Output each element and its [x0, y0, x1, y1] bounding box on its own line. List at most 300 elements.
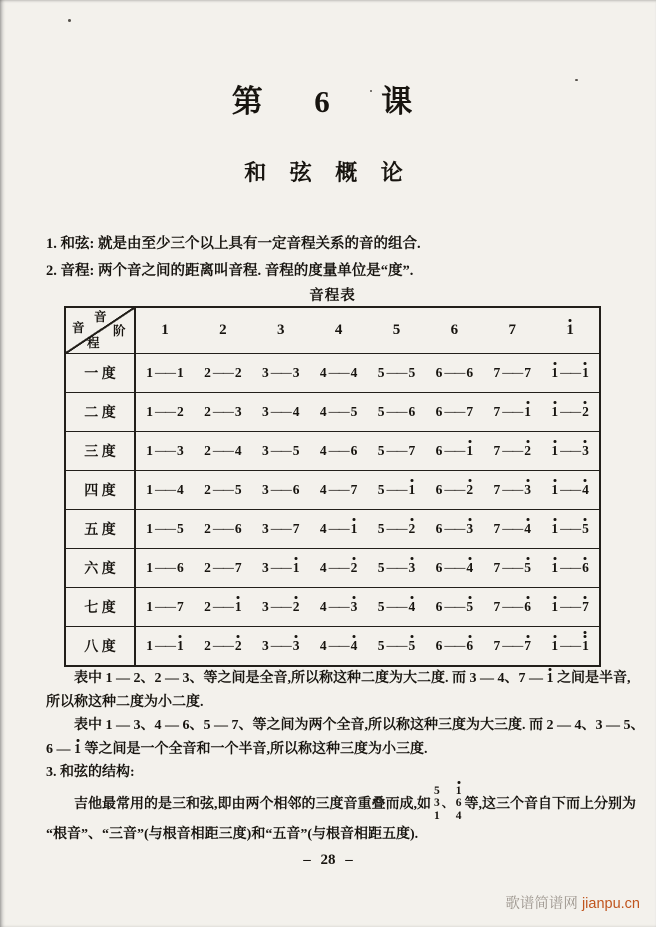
interval-cell	[194, 599, 252, 615]
interval-dash: ——	[560, 639, 581, 652]
interval-table	[64, 306, 601, 667]
column-header	[483, 322, 541, 339]
jianpu-note: 1	[566, 323, 574, 339]
jianpu-note: 6	[350, 443, 358, 458]
row-cells	[136, 627, 599, 665]
interval-cell	[368, 365, 426, 381]
jianpu-note: 3	[466, 522, 473, 536]
jianpu-note: 6	[435, 560, 443, 575]
jianpu-note: 4	[334, 322, 343, 338]
interval-cell	[310, 404, 368, 420]
jianpu-note: 6	[455, 797, 462, 809]
jianpu-note: 5	[377, 560, 385, 575]
definition-line: 2. 音程: 两个音之间的距离叫音程. 音程的度量单位是“度”.	[46, 263, 414, 279]
jianpu-note: 3	[261, 560, 269, 575]
paragraph-major-third	[46, 714, 645, 761]
jianpu-note: 7	[466, 404, 474, 419]
interval-cell	[136, 443, 194, 459]
jianpu-note: 1	[146, 521, 153, 536]
jianpu-note: 2	[204, 404, 211, 419]
row-label: 八 度	[66, 627, 136, 665]
interval-dash: ——	[328, 444, 349, 457]
interval-dash: ——	[328, 366, 349, 379]
octave-dot	[526, 596, 529, 599]
row-label: 二 度	[66, 393, 136, 431]
jianpu-note: 4	[319, 521, 327, 536]
jianpu-note: 6	[524, 600, 531, 614]
jianpu-note: 1	[434, 809, 440, 822]
jianpu-note: 5	[377, 404, 385, 419]
interval-cell	[252, 365, 310, 381]
table-corner-cell: 音 阶 音 程	[66, 308, 136, 353]
jianpu-note: 3	[524, 483, 531, 497]
jianpu-note: 4	[234, 443, 242, 458]
jianpu-note: 3	[261, 521, 269, 536]
octave-dot	[410, 596, 413, 599]
octave-dot	[584, 362, 587, 365]
table-header-row	[66, 308, 599, 354]
interval-cell	[483, 560, 541, 576]
watermark-site-url: jianpu.cn	[581, 896, 640, 912]
column-header	[194, 322, 252, 339]
interval-cell	[252, 443, 310, 459]
interval-cell	[136, 560, 194, 576]
jianpu-note: 2	[234, 365, 242, 380]
interval-cell	[136, 404, 194, 420]
jianpu-note: 1	[466, 444, 473, 458]
column-header	[368, 322, 426, 339]
interval-dash: ——	[212, 444, 233, 457]
interval-dash: ——	[386, 405, 407, 418]
jianpu-note: 7	[493, 560, 501, 575]
jianpu-note: 1	[551, 366, 558, 380]
interval-dash: ——	[154, 483, 175, 496]
jianpu-note: 3	[176, 443, 184, 458]
jianpu-note: 5	[377, 599, 385, 614]
interval-cell	[541, 443, 599, 459]
interval-cell	[136, 521, 194, 537]
jianpu-note: 1	[456, 785, 462, 797]
table-row	[66, 588, 599, 627]
column-header	[425, 322, 483, 339]
jianpu-note: 6	[435, 521, 443, 536]
jianpu-note: 6	[466, 365, 474, 380]
column-header	[136, 322, 194, 339]
octave-dot	[553, 557, 556, 560]
jianpu-note: 3	[234, 404, 242, 419]
interval-cell	[425, 365, 483, 381]
stack-separator: 、	[441, 795, 454, 810]
octave-dot	[76, 739, 79, 742]
table-row	[66, 627, 599, 665]
octave-dot	[295, 557, 298, 560]
interval-dash: ——	[270, 522, 291, 535]
paragraph-triad-line1: 吉他最常用的是三和弦,即由两个相邻的三度音重叠而成,如 5 3 1 、 1 6 4 等,这三个音自下而上分别为	[46, 786, 638, 824]
interval-dash: ——	[502, 405, 523, 418]
table-row	[66, 393, 599, 432]
interval-cell	[483, 482, 541, 498]
interval-dash: ——	[560, 522, 581, 535]
octave-dot	[553, 635, 556, 638]
interval-cell	[310, 638, 368, 654]
jianpu-note: 2	[176, 404, 184, 419]
table-row	[66, 549, 599, 588]
octave-dot	[237, 596, 240, 599]
jianpu-note: 5	[292, 443, 300, 458]
interval-cell	[194, 482, 252, 498]
interval-dash: ——	[212, 600, 233, 613]
interval-dash: ——	[560, 405, 581, 418]
jianpu-note: 4	[351, 639, 358, 653]
interval-dash: ——	[212, 483, 233, 496]
octave-dot	[584, 631, 587, 639]
interval-dash: ——	[328, 522, 349, 535]
jianpu-note: 1	[74, 743, 81, 758]
interval-dash: ——	[328, 600, 349, 613]
interval-cell	[425, 599, 483, 615]
interval-dash: ——	[212, 405, 233, 418]
interval-cell	[310, 521, 368, 537]
jianpu-note: 4	[319, 560, 327, 575]
interval-cell	[425, 638, 483, 654]
jianpu-note: 1	[146, 365, 153, 380]
octave-dot	[526, 440, 529, 443]
interval-cell	[194, 521, 252, 537]
jianpu-note: 4	[408, 600, 415, 614]
octave-dot	[410, 557, 413, 560]
jianpu-note: 7	[524, 365, 531, 380]
interval-dash: ——	[444, 405, 465, 418]
interval-cell	[368, 404, 426, 420]
interval-cell	[368, 521, 426, 537]
jianpu-note: 7	[493, 404, 501, 419]
jianpu-note: 6	[435, 365, 443, 380]
jianpu-note: 5	[377, 443, 385, 458]
jianpu-note: 2	[582, 405, 589, 419]
jianpu-note: 5	[377, 638, 385, 653]
jianpu-note: 7	[493, 521, 501, 536]
jianpu-note: 2	[466, 483, 473, 497]
jianpu-note: 4	[319, 482, 327, 497]
interval-dash: ——	[270, 444, 291, 457]
row-cells	[136, 432, 599, 470]
interval-dash: ——	[154, 366, 175, 379]
jianpu-note: 3	[261, 404, 269, 419]
jianpu-note: 1	[146, 638, 153, 653]
interval-dash: ——	[212, 639, 233, 652]
interval-cell	[425, 482, 483, 498]
jianpu-note: 5	[176, 521, 184, 536]
interval-cell	[425, 560, 483, 576]
interval-cell	[252, 560, 310, 576]
interval-cell	[541, 365, 599, 381]
interval-cell	[425, 443, 483, 459]
jianpu-note: 1	[524, 405, 531, 419]
octave-dot	[526, 401, 529, 404]
octave-dot	[179, 635, 182, 638]
jianpu-note: 3	[261, 599, 269, 614]
interval-dash: ——	[502, 600, 523, 613]
interval-dash: ——	[328, 639, 349, 652]
interval-cell	[541, 638, 599, 654]
column-header	[541, 322, 599, 339]
jianpu-note: 4	[319, 638, 327, 653]
jianpu-note: 1	[582, 639, 589, 653]
jianpu-note: 3	[276, 322, 285, 338]
jianpu-note: 7	[524, 639, 531, 653]
jianpu-note: 6	[450, 322, 459, 338]
table-row	[66, 510, 599, 549]
interval-cell	[310, 599, 368, 615]
interval-cell	[541, 482, 599, 498]
interval-cell	[194, 404, 252, 420]
jianpu-note: 1	[293, 561, 300, 575]
notes-section	[46, 667, 645, 847]
row-label: 五 度	[66, 510, 136, 548]
interval-cell	[483, 443, 541, 459]
octave-dot	[352, 596, 355, 599]
page-number: – 28 –	[303, 852, 353, 868]
jianpu-note: 1	[551, 561, 558, 575]
interval-cell	[136, 365, 194, 381]
interval-dash: ——	[560, 483, 581, 496]
interval-cell	[252, 521, 310, 537]
interval-cell	[541, 599, 599, 615]
interval-dash: ——	[328, 483, 349, 496]
text-line: 表中 1 — 3、4 — 6、5 — 7、等之间为两个全音,所以称这种三度为大三度. 而 2 — 4、3 — 5、	[74, 718, 645, 733]
jianpu-note: 5	[408, 639, 415, 653]
octave-dot	[468, 557, 471, 560]
text-line: 6 — 1 等之间是一个全音和一个半音,所以称这种三度为小三度.	[46, 738, 638, 762]
jianpu-note: 7	[508, 322, 516, 338]
jianpu-note: 7	[582, 600, 589, 614]
table-row	[66, 432, 599, 471]
interval-cell	[368, 560, 426, 576]
chord-stack	[433, 785, 441, 823]
jianpu-note: 1	[235, 600, 242, 614]
interval-cell	[368, 599, 426, 615]
interval-cell	[194, 443, 252, 459]
jianpu-note: 1	[551, 600, 558, 614]
interval-cell	[310, 482, 368, 498]
jianpu-note: 1	[547, 672, 554, 687]
jianpu-note: 2	[351, 561, 358, 575]
definitions-list	[46, 231, 636, 285]
jianpu-note: 3	[261, 482, 269, 497]
octave-dot	[584, 596, 587, 599]
interval-dash: ——	[154, 561, 175, 574]
jianpu-note: 4	[319, 404, 327, 419]
table-row	[66, 471, 599, 510]
jianpu-note: 1	[161, 322, 169, 338]
jianpu-note: 1	[176, 365, 184, 380]
jianpu-note: 5	[350, 404, 358, 419]
jianpu-note: 6	[582, 561, 589, 575]
interval-cell	[252, 638, 310, 654]
jianpu-note: 7	[176, 599, 184, 614]
interval-dash: ——	[386, 483, 407, 496]
interval-dash: ——	[154, 444, 175, 457]
octave-dot	[584, 518, 587, 521]
interval-cell	[541, 521, 599, 537]
interval-dash: ——	[212, 561, 233, 574]
row-cells	[136, 588, 599, 626]
interval-cell	[483, 521, 541, 537]
interval-dash: ——	[502, 366, 523, 379]
interval-cell	[310, 365, 368, 381]
interval-cell	[368, 638, 426, 654]
jianpu-note: 2	[219, 322, 227, 338]
chapter-subtitle: 和 弦 概 论	[244, 160, 412, 185]
table-body	[66, 354, 599, 665]
row-cells	[136, 354, 599, 392]
octave-dot	[457, 781, 460, 784]
chord-stack	[455, 785, 463, 823]
interval-cell	[194, 365, 252, 381]
jianpu-note: 5	[524, 561, 531, 575]
jianpu-note: 2	[293, 600, 300, 614]
octave-dot	[526, 635, 529, 638]
jianpu-note: 5	[392, 322, 401, 338]
octave-dot	[584, 557, 587, 560]
octave-dot	[569, 319, 572, 322]
jianpu-note: 3	[582, 444, 589, 458]
jianpu-note: 6	[408, 404, 416, 419]
jianpu-note: 1	[177, 639, 184, 653]
interval-dash: ——	[328, 561, 349, 574]
jianpu-note: 3	[293, 639, 300, 653]
octave-dot	[526, 479, 529, 482]
interval-cell	[194, 560, 252, 576]
jianpu-note: 4	[524, 522, 531, 536]
octave-dot	[410, 479, 413, 482]
jianpu-note: 7	[408, 443, 416, 458]
jianpu-note: 4	[319, 365, 327, 380]
interval-dash: ——	[154, 405, 175, 418]
octave-dot	[237, 635, 240, 638]
table-row	[66, 354, 599, 393]
jianpu-note: 3	[408, 561, 415, 575]
octave-dot	[468, 596, 471, 599]
interval-dash: ——	[444, 522, 465, 535]
interval-cell	[310, 560, 368, 576]
jianpu-note: 1	[146, 482, 153, 497]
octave-dot	[352, 635, 355, 638]
jianpu-note: 6	[234, 521, 242, 536]
jianpu-note: 5	[408, 365, 416, 380]
interval-dash: ——	[386, 366, 407, 379]
interval-dash: ——	[154, 522, 175, 535]
interval-dash: ——	[154, 600, 175, 613]
text-line: 表中 1 — 2、2 — 3、等之间是全音,所以称这种二度为大二度. 而 3 — 4、7 — 1 之间是半音,	[46, 667, 638, 691]
jianpu-note: 3	[261, 365, 269, 380]
interval-cell	[252, 482, 310, 498]
octave-dot	[352, 518, 355, 521]
jianpu-note: 6	[435, 443, 443, 458]
interval-cell	[483, 404, 541, 420]
interval-cell	[136, 638, 194, 654]
jianpu-note: 3	[261, 638, 269, 653]
octave-dot	[553, 401, 556, 404]
jianpu-note: 1	[551, 522, 558, 536]
jianpu-note: 4	[466, 561, 473, 575]
interval-dash: ——	[502, 522, 523, 535]
table-caption: 音程表	[309, 288, 356, 304]
jianpu-note: 1	[551, 444, 558, 458]
jianpu-note: 7	[292, 521, 300, 536]
jianpu-note: 7	[493, 365, 501, 380]
octave-dot	[584, 479, 587, 482]
interval-cell	[136, 599, 194, 615]
interval-dash: ——	[154, 639, 175, 652]
interval-cell	[425, 521, 483, 537]
interval-dash: ——	[444, 639, 465, 652]
interval-dash: ——	[560, 561, 581, 574]
jianpu-note: 2	[235, 639, 242, 653]
interval-dash: ——	[386, 444, 407, 457]
jianpu-note: 1	[582, 366, 589, 380]
chord-stack-group	[433, 785, 463, 823]
jianpu-note: 1	[408, 483, 415, 497]
jianpu-note: 1	[146, 404, 153, 419]
interval-cell	[483, 599, 541, 615]
column-header	[310, 322, 368, 339]
jianpu-note: 2	[204, 443, 211, 458]
jianpu-note: 7	[493, 482, 501, 497]
jianpu-note: 1	[551, 405, 558, 419]
jianpu-note: 7	[493, 443, 501, 458]
section-heading-chord-structure: 3. 和弦的结构:	[46, 765, 135, 780]
jianpu-note: 1	[146, 443, 153, 458]
jianpu-note: 5	[582, 522, 589, 536]
interval-dash: ——	[560, 444, 581, 457]
interval-dash: ——	[444, 483, 465, 496]
interval-dash: ——	[444, 561, 465, 574]
octave-dot	[584, 401, 587, 404]
jianpu-note: 4	[319, 443, 327, 458]
jianpu-note: 6	[435, 404, 443, 419]
column-headers	[136, 308, 599, 353]
interval-dash: ——	[502, 639, 523, 652]
text-line: 所以称这种二度为小二度.	[46, 694, 204, 710]
interval-dash: ——	[502, 444, 523, 457]
watermark	[505, 892, 640, 913]
interval-dash: ——	[386, 639, 407, 652]
jianpu-note: 6	[292, 482, 300, 497]
jianpu-note: 2	[204, 560, 211, 575]
column-header	[252, 322, 310, 339]
row-label: 四 度	[66, 471, 136, 509]
interval-dash: ——	[444, 366, 465, 379]
jianpu-note: 7	[493, 599, 501, 614]
row-label: 六 度	[66, 549, 136, 587]
interval-dash: ——	[212, 366, 233, 379]
jianpu-note: 6	[435, 638, 443, 653]
interval-cell	[541, 560, 599, 576]
octave-dot	[295, 596, 298, 599]
jianpu-note: 6	[466, 639, 473, 653]
octave-dot	[468, 518, 471, 521]
interval-cell	[368, 482, 426, 498]
octave-dot	[553, 596, 556, 599]
interval-cell	[483, 638, 541, 654]
jianpu-note: 3	[261, 443, 269, 458]
interval-dash: ——	[386, 561, 407, 574]
interval-cell	[310, 443, 368, 459]
octave-dot	[526, 557, 529, 560]
jianpu-note: 4	[350, 365, 358, 380]
interval-dash: ——	[270, 405, 291, 418]
